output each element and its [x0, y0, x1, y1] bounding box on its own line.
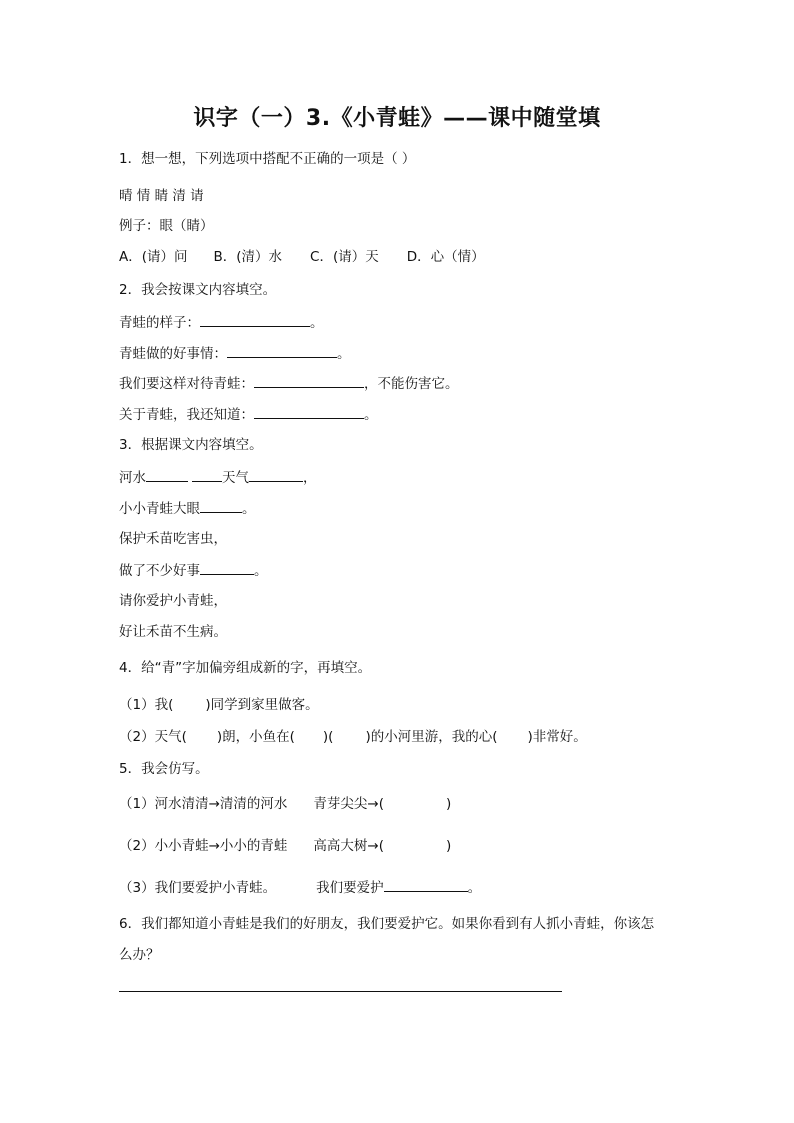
answer-blank[interactable]	[254, 405, 364, 419]
q5-line-3: （3）我们要爱护小青蛙。 我们要爱护 。	[119, 880, 482, 896]
q3-line-4: 做了不少好事 。	[119, 563, 268, 579]
answer-blank[interactable]	[146, 468, 188, 482]
q3-line-5: 请你爱护小青蛙，	[119, 593, 227, 609]
answer-blank[interactable]	[249, 468, 303, 482]
worksheet-title: 识字（一）3.《小青蛙》——课中随堂填	[193, 106, 601, 131]
answer-blank[interactable]	[200, 499, 242, 513]
q1-example: 例子：眼（睛）	[119, 218, 214, 234]
q3-prompt: 3．根据课文内容填空。	[119, 437, 263, 453]
q2-line-know: 关于青蛙，我还知道： 。	[119, 407, 378, 423]
q3-line-1: 河水 天气 ，	[119, 470, 317, 486]
q5-line-2: （2）小小青蛙→小小的青蛙 高高大树→( )	[119, 838, 452, 854]
q2-line-good-deeds: 青蛙做的好事情： 。	[119, 346, 351, 362]
answer-blank[interactable]	[227, 344, 337, 358]
q3-line-3: 保护禾苗吃害虫，	[119, 531, 227, 547]
answer-blank[interactable]	[192, 468, 222, 482]
q2-line-treatment: 我们要这样对待青蛙： ，不能伤害它。	[119, 376, 459, 392]
answer-blank[interactable]	[254, 374, 364, 388]
answer-blank[interactable]	[200, 561, 254, 575]
q5-line-1: （1）河水清清→清清的河水 青芽尖尖→( )	[119, 796, 452, 812]
q1-option-d[interactable]: D．心（情）	[406, 249, 485, 265]
answer-blank[interactable]	[200, 313, 310, 327]
q1-option-c[interactable]: C．(请）天	[310, 249, 379, 265]
q1-option-b[interactable]: B．(清）水	[213, 249, 283, 265]
q4-prompt: 4．给“青”字加偏旁组成新的字，再填空。	[119, 660, 372, 676]
q6-prompt-line-2: 么办？	[119, 947, 160, 963]
q3-line-2: 小小青蛙大眼 。	[119, 501, 256, 517]
q4-line-1: （1）我( )同学到家里做客。	[119, 697, 319, 713]
q4-line-2: （2）天气( )朗，小鱼在( )( )的小河里游，我的心( )非常好。	[119, 729, 587, 745]
answer-blank[interactable]	[384, 878, 468, 892]
q3-line-6: 好让禾苗不生病。	[119, 624, 227, 640]
q2-prompt: 2．我会按课文内容填空。	[119, 282, 277, 298]
q1-options	[119, 248, 485, 266]
q6-answer-line[interactable]	[119, 991, 562, 992]
q1-option-a[interactable]: A．(请）问	[119, 249, 188, 265]
q1-prompt: 1．想一想，下列选项中搭配不正确的一项是（ ）	[119, 151, 416, 167]
q5-prompt: 5．我会仿写。	[119, 761, 209, 777]
q2-line-appearance: 青蛙的样子： 。	[119, 315, 324, 331]
q6-prompt-line-1: 6．我们都知道小青蛙是我们的好朋友，我们要爱护它。如果你看到有人抓小青蛙，你该怎	[119, 916, 655, 932]
q1-characters: 晴 情 睛 清 请	[119, 188, 204, 204]
